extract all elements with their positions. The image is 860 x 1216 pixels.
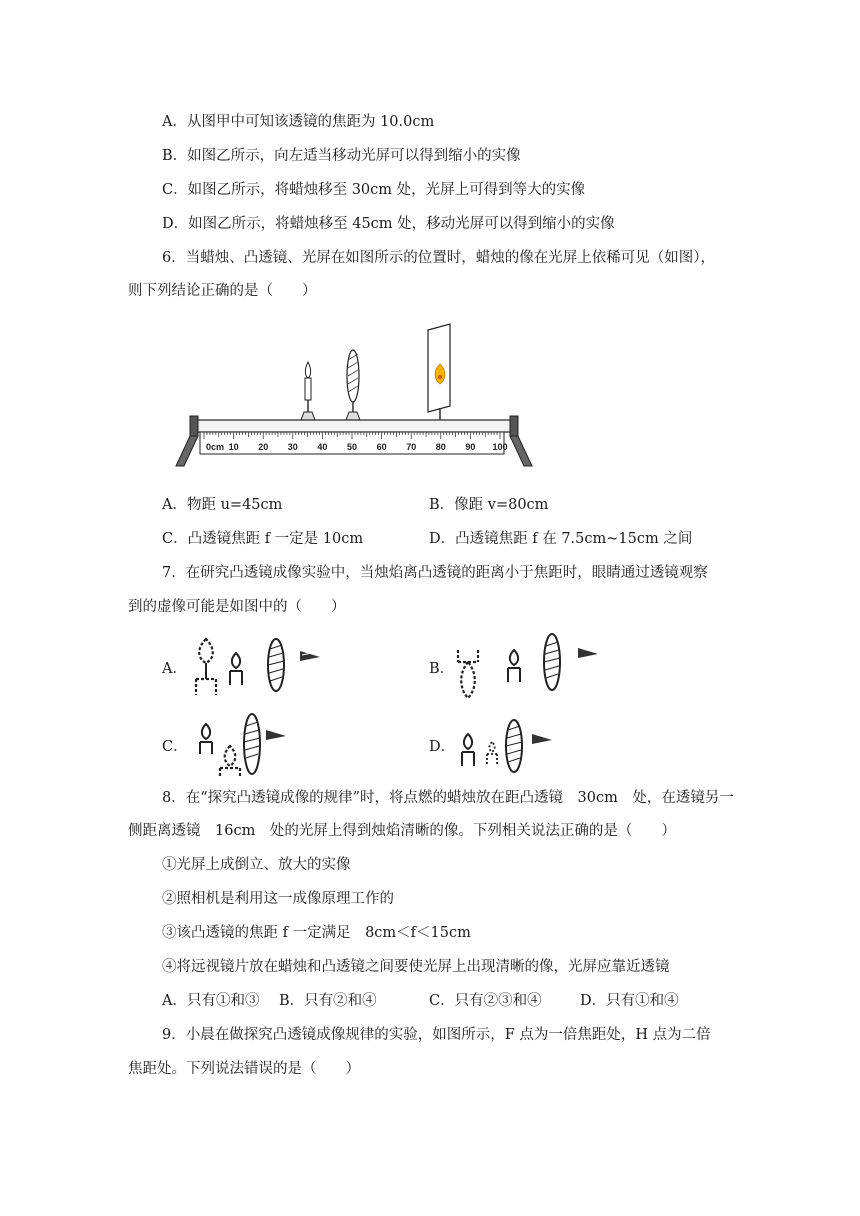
q6-stem-line1: 6．当蜡烛、凸透镜、光屏在如图所示的位置时，蜡烛的像在光屏上依稀可见（如图），: [162, 250, 715, 266]
q8-statement-1: ①光屏上成倒立、放大的实像: [162, 857, 351, 873]
ruler-label: 40: [317, 442, 328, 452]
q8-statement-3: ③该凸透镜的焦距 f 一定满足 8cm＜f＜15cm: [162, 925, 471, 941]
q7-figure-c: [200, 714, 286, 778]
q6-stem-line2: 则下列结论正确的是（ ）: [128, 283, 317, 299]
ruler-label: 90: [465, 442, 476, 452]
ruler-label: 30: [287, 442, 298, 452]
q7-figure-d: [462, 720, 552, 772]
q5-option-b: B．如图乙所示，向左适当移动光屏可以得到缩小的实像: [162, 148, 521, 164]
ruler-label: 20: [258, 442, 269, 452]
q6-option-d: D．凸透镜焦距 f 在 7.5cm~15cm 之间: [429, 531, 693, 547]
left-leg: [176, 436, 198, 466]
light-screen: [428, 324, 450, 430]
q6-option-b: B．像距 v=80cm: [429, 497, 549, 513]
ruler-label: 10: [228, 442, 239, 452]
q8-option-a: A．只有①和③: [162, 993, 260, 1009]
q9-stem-line2: 焦距处。下列说法错误的是（ ）: [128, 1061, 360, 1077]
ruler-label: 0cm: [206, 442, 225, 452]
q8-option-d: D．只有①和④: [580, 993, 679, 1009]
ruler-label: 100: [492, 442, 508, 452]
q8-option-b: B．只有②和④: [279, 993, 377, 1009]
ruler-label: 60: [376, 442, 387, 452]
q7-label-a: A．: [162, 661, 187, 677]
q7-stem-line2: 到的虚像可能是如图中的（ ）: [128, 599, 346, 615]
right-end-post: [510, 416, 518, 436]
bench-rail: [196, 420, 512, 432]
q7-label-c: C．: [162, 739, 188, 755]
ruler-label: 80: [435, 442, 446, 452]
ruler-label: 70: [406, 442, 417, 452]
q6-option-c: C．凸透镜焦距 f 一定是 10cm: [162, 531, 364, 547]
candle: [301, 362, 315, 420]
ruler-label: 50: [346, 442, 358, 452]
q5-option-c: C．如图乙所示，将蜡烛移至 30cm 处，光屏上可得到等大的实像: [162, 182, 586, 198]
optical-bench-figure: [170, 320, 550, 475]
q5-option-d: D．如图乙所示，将蜡烛移至 45cm 处，移动光屏可以得到缩小的实像: [162, 216, 615, 232]
q7-label-d: D．: [429, 739, 456, 755]
q8-statement-4: ④将远视镜片放在蜡烛和凸透镜之间要使光屏上出现清晰的像，光屏应靠近透镜: [162, 959, 670, 975]
q9-stem-line1: 9．小晨在做探究凸透镜成像规律的实验，如图所示，F 点为一倍焦距处，H 点为二倍: [162, 1027, 711, 1043]
left-end-post: [190, 416, 198, 436]
q8-statement-2: ②照相机是利用这一成像原理工作的: [162, 891, 394, 907]
q8-stem-line2: 侧距离透镜 16cm 处的光屏上得到烛焰清晰的像。下列相关说法正确的是（ ）: [128, 823, 676, 839]
q8-stem-line1: 8．在“探究凸透镜成像的规律”时，将点燃的蜡烛放在距凸透镜 30cm 处，在透镜另一: [162, 790, 734, 806]
q7-stem-line1: 7．在研究凸透镜成像实验中，当烛焰离凸透镜的距离小于焦距时，眼睛通过透镜观察: [162, 565, 708, 581]
q7-figure-b: [458, 634, 598, 698]
q8-option-c: C．只有②③和④: [429, 993, 542, 1009]
convex-lens: [346, 350, 360, 420]
q7-label-b: B．: [429, 661, 455, 677]
q5-option-a: A．从图甲中可知该透镜的焦距为 10.0cm: [162, 114, 435, 130]
right-leg: [510, 436, 532, 466]
q7-figure-a: [188, 635, 338, 700]
q6-option-a: A．物距 u=45cm: [162, 497, 283, 513]
